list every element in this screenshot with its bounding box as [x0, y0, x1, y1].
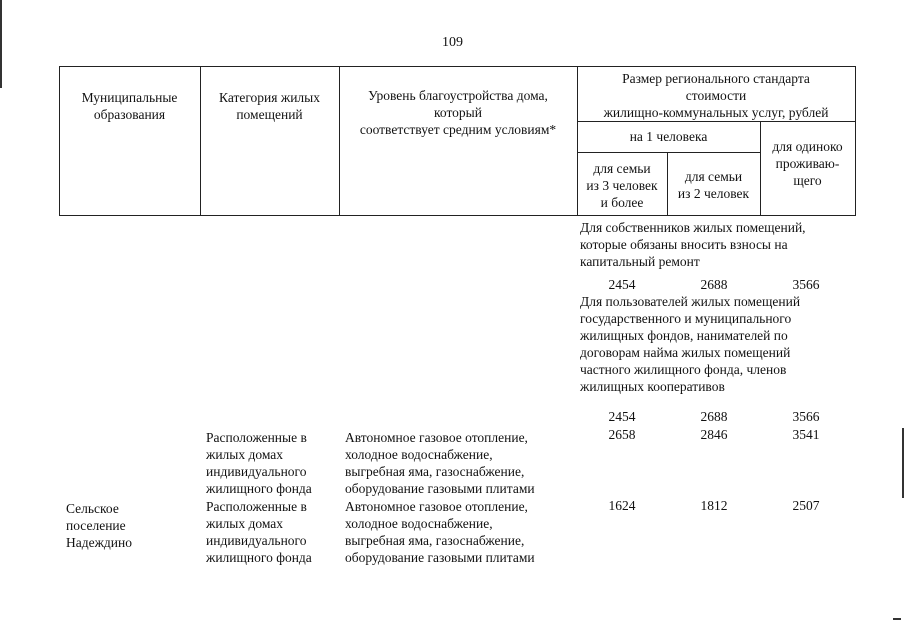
row-1-value-family3: 2658 [608, 427, 636, 442]
row-2-value-family3: 1624 [608, 498, 636, 513]
section-users-value-family2: 2688 [700, 409, 728, 424]
header-standard: Размер регионального стандарта стоимости жилищно-коммунальных услуг, рублей [603, 71, 829, 120]
section-users-title: Для пользователей жилых помещений государственного и муниципального жилищных фондов, нанимателей по договорам найма жилых помещений частного жилищного фонда, членов жилищных кооперативов [580, 294, 801, 394]
header-family-2: для семьи из 2 человек [677, 169, 750, 201]
scan-edge-mark-bottom [893, 618, 901, 620]
row-1-value-single: 3541 [792, 427, 820, 442]
scan-edge-mark-right [902, 428, 904, 498]
row-2-value-single: 2507 [792, 498, 820, 513]
page-number: 109 [442, 35, 463, 50]
header-family-3: для семьи из 3 человек и более [586, 161, 658, 210]
section-users-value-family3: 2454 [608, 409, 636, 424]
row-1-level: Автономное газовое отопление, холодное водоснабжение, выгребная яма, газоснабжение, оборудование газовыми плитами [345, 430, 535, 496]
row-2-category: Расположенные в жилых домах индивидуального жилищного фонда [206, 499, 312, 565]
section-owners-value-single: 3566 [792, 277, 820, 292]
row-1-value-family2: 2846 [700, 427, 728, 442]
header-per-person: на 1 человека [629, 129, 708, 144]
row-2-level: Автономное газовое отопление, холодное водоснабжение, выгребная яма, газоснабжение, оборудование газовыми плитами [345, 499, 535, 565]
header-level: Уровень благоустройства дома, который соответствует средним условиям* [359, 88, 557, 137]
section-owners-value-family2: 2688 [700, 277, 728, 292]
header-municipality: Муниципальные образования [81, 90, 178, 122]
section-users-value-single: 3566 [792, 409, 820, 424]
scan-edge-mark-left [0, 0, 2, 88]
header-single: для одиноко проживаю- щего [772, 139, 843, 188]
section-owners-title: Для собственников жилых помещений, которые обязаны вносить взносы на капитальный ремонт [580, 220, 806, 269]
row-2-value-family2: 1812 [700, 498, 728, 513]
header-category: Категория жилых помещений [219, 90, 320, 122]
row-1-category: Расположенные в жилых домах индивидуального жилищного фонда [206, 430, 312, 496]
section-owners-value-family3: 2454 [608, 277, 636, 292]
row-2-municipality: Сельское поселение Надеждино [66, 501, 132, 550]
